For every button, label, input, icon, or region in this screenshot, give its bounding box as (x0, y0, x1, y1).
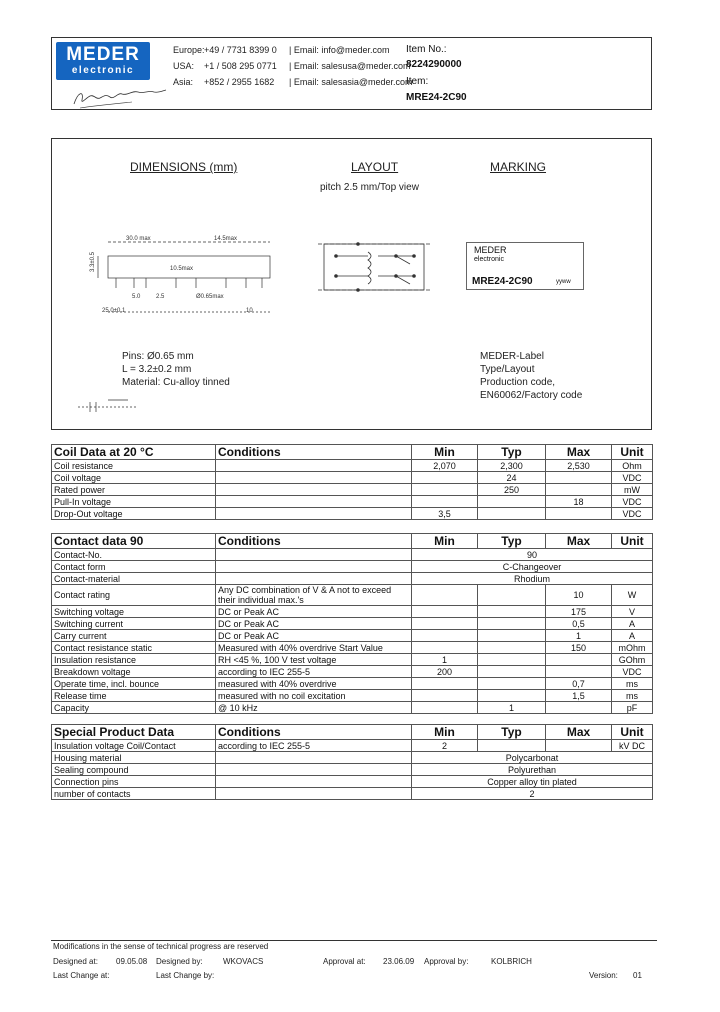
dim-label-h: 3.3±0.5 (90, 252, 96, 272)
table-cell: A (612, 630, 653, 642)
last-change-by-label: Last Change by: (156, 971, 215, 980)
dim-label-105: 10.5max (170, 266, 194, 272)
pins-note-1: Pins: Ø0.65 mm (122, 351, 194, 362)
footer-note: Modifications in the sense of technical progress are reserved (53, 942, 269, 951)
table-row (52, 764, 653, 776)
table-cell (478, 508, 546, 520)
table-cell: 90 (412, 549, 653, 561)
contact-europe-region: Europe: (173, 45, 205, 55)
header-cell: Max (546, 725, 612, 740)
table-cell: 10 (546, 585, 612, 606)
item-value: MRE24-2C90 (406, 92, 467, 103)
table-cell: mOhm (612, 642, 653, 654)
table-row (52, 472, 653, 484)
table-cell (412, 702, 478, 714)
table-cell: Rhodium (412, 573, 653, 585)
table-cell (412, 585, 478, 606)
table-row (52, 561, 653, 573)
special-product-table (51, 724, 653, 800)
table-cell: VDC (612, 472, 653, 484)
table-cell: Measured with 40% overdrive Start Value (216, 642, 412, 654)
marking-note-3: Production code, (480, 377, 556, 388)
contact-usa-region: USA: (173, 61, 195, 71)
table-cell: Polycarbonat (412, 752, 653, 764)
version-value: 01 (633, 971, 642, 980)
table-cell: Switching voltage (52, 606, 216, 618)
dimension-drawing (86, 228, 286, 320)
dim-label-10: 10 (246, 308, 253, 314)
table-row (52, 690, 653, 702)
table-cell: Any DC combination of V & A not to exceed their individual max.'s (216, 585, 412, 606)
table-cell: Contact resistance static (52, 642, 216, 654)
table-cell (546, 702, 612, 714)
table-cell: Contact form (52, 561, 216, 573)
marking-note-1: MEDER-Label (480, 351, 544, 362)
table-cell: 2,530 (546, 460, 612, 472)
table-cell (412, 606, 478, 618)
table-cell (546, 740, 612, 752)
header-cell: Contact data 90 (52, 534, 216, 549)
table-cell: measured with no coil excitation (216, 690, 412, 702)
table-cell: RH <45 %, 100 V test voltage (216, 654, 412, 666)
table-row (52, 752, 653, 764)
last-change-at-label: Last Change at: (53, 971, 110, 980)
header-cell: Typ (478, 725, 546, 740)
marking-note-4: EN60062/Factory code (480, 390, 583, 401)
table-cell: 1 (412, 654, 478, 666)
approval-at-value: 23.06.09 (383, 957, 415, 966)
table-cell: ms (612, 678, 653, 690)
marking-note-2: Type/Layout (480, 364, 535, 375)
table-cell: kV DC (612, 740, 653, 752)
dim-label-145: 14.5max (214, 236, 238, 242)
table-cell: 24 (478, 472, 546, 484)
designed-by-value: WKOVACS (223, 957, 264, 966)
table-cell: W (612, 585, 653, 606)
pins-note-3: Material: Cu-alloy tinned (122, 377, 230, 388)
table-cell (546, 654, 612, 666)
table-cell (546, 484, 612, 496)
table-cell (216, 764, 412, 776)
header-cell: Max (546, 445, 612, 460)
table-cell (216, 484, 412, 496)
table-cell: 200 (412, 666, 478, 678)
table-cell: @ 10 kHz (216, 702, 412, 714)
contact-data-table (51, 533, 653, 714)
version-label: Version: (589, 971, 618, 980)
table-cell: Insulation resistance (52, 654, 216, 666)
table-row (52, 654, 653, 666)
table-cell (412, 618, 478, 630)
table-cell: pF (612, 702, 653, 714)
table-row (52, 573, 653, 585)
table-cell (478, 642, 546, 654)
footer-divider (51, 940, 657, 941)
header-cell: Unit (612, 534, 653, 549)
table-cell: V (612, 606, 653, 618)
table-cell: number of contacts (52, 788, 216, 800)
table-row (52, 630, 653, 642)
table-cell (412, 630, 478, 642)
table-cell (412, 642, 478, 654)
item-label: Item: (406, 76, 429, 87)
table-cell: Contact-No. (52, 549, 216, 561)
contact-asia-phone: +852 / 2955 1682 (204, 77, 275, 87)
table-header (52, 725, 653, 740)
table-cell: Operate time, incl. bounce (52, 678, 216, 690)
table-cell: Polyurethan (412, 764, 653, 776)
table-cell: Copper alloy tin plated (412, 776, 653, 788)
marking-title: MARKING (490, 160, 547, 174)
table-cell (216, 752, 412, 764)
table-row (52, 460, 653, 472)
table-cell (546, 666, 612, 678)
coil-data-table (51, 444, 653, 520)
table-cell (216, 472, 412, 484)
table-cell: VDC (612, 508, 653, 520)
table-cell: mW (612, 484, 653, 496)
marking-part-number: MRE24-2C90 (472, 276, 533, 287)
table-cell: Carry current (52, 630, 216, 642)
header-cell: Unit (612, 445, 653, 460)
table-cell (412, 690, 478, 702)
table-cell (216, 788, 412, 800)
table-cell (478, 585, 546, 606)
marking-logo-text: MEDER (474, 245, 507, 255)
table-cell: VDC (612, 496, 653, 508)
table-cell: 1 (546, 630, 612, 642)
header-cell: Coil Data at 20 °C (52, 445, 216, 460)
table-cell: 150 (546, 642, 612, 654)
table-cell: ms (612, 690, 653, 702)
table-header (52, 534, 653, 549)
table-cell (216, 508, 412, 520)
table-cell (412, 472, 478, 484)
table-cell: 18 (546, 496, 612, 508)
approval-by-value: KOLBRICH (491, 957, 532, 966)
table-row (52, 702, 653, 714)
table-cell: Switching current (52, 618, 216, 630)
table-cell: VDC (612, 666, 653, 678)
table-cell: Breakdown voltage (52, 666, 216, 678)
table-cell: 0,7 (546, 678, 612, 690)
table-cell: 175 (546, 606, 612, 618)
header-cell: Max (546, 534, 612, 549)
pin-sketch (78, 398, 136, 416)
table-cell (412, 484, 478, 496)
table-cell: 0,5 (546, 618, 612, 630)
approval-by-label: Approval by: (424, 957, 469, 966)
table-row (52, 484, 653, 496)
table-cell (412, 496, 478, 508)
table-row (52, 585, 653, 606)
logo-subtext: electronic (71, 65, 135, 76)
table-cell: Rated power (52, 484, 216, 496)
table-row (52, 642, 653, 654)
table-cell: DC or Peak AC (216, 630, 412, 642)
marking-date-code: yyww (556, 279, 571, 285)
table-cell: Drop-Out voltage (52, 508, 216, 520)
dim-label-25: 2.5 (156, 294, 165, 300)
table-cell: Contact-material (52, 573, 216, 585)
table-row (52, 788, 653, 800)
dim-label-50: 5.0 (132, 294, 141, 300)
table-cell: 1 (478, 702, 546, 714)
header-cell: Conditions (216, 445, 412, 460)
header-cell: Special Product Data (52, 725, 216, 740)
table-cell (478, 654, 546, 666)
table-cell: 2,300 (478, 460, 546, 472)
header-cell: Typ (478, 445, 546, 460)
layout-schematic (318, 236, 430, 298)
contact-usa-email[interactable]: | Email: salesusa@meder.com (289, 61, 411, 71)
table-cell: Coil resistance (52, 460, 216, 472)
table-cell (478, 690, 546, 702)
header-cell: Conditions (216, 725, 412, 740)
layout-title: LAYOUT (351, 160, 399, 174)
table-cell (216, 496, 412, 508)
table-cell: according to IEC 255-5 (216, 740, 412, 752)
table-cell (216, 573, 412, 585)
table-row (52, 606, 653, 618)
table-cell (412, 678, 478, 690)
table-cell: Housing material (52, 752, 216, 764)
table-cell: A (612, 618, 653, 630)
table-cell (478, 666, 546, 678)
meder-logo (56, 42, 150, 80)
table-cell: Ohm (612, 460, 653, 472)
table-cell (216, 561, 412, 573)
table-cell (216, 549, 412, 561)
table-header (52, 445, 653, 460)
table-cell: C-Changeover (412, 561, 653, 573)
layout-subtitle: pitch 2.5 mm/Top view (320, 182, 419, 193)
table-row (52, 678, 653, 690)
table-cell: 3,5 (412, 508, 478, 520)
table-cell (478, 496, 546, 508)
table-cell: according to IEC 255-5 (216, 666, 412, 678)
designed-at-value: 09.05.08 (116, 957, 148, 966)
table-cell (478, 740, 546, 752)
table-cell: Connection pins (52, 776, 216, 788)
dim-label-25-bottom: 25.0±0.1 (102, 308, 126, 314)
table-cell: Capacity (52, 702, 216, 714)
table-cell: Release time (52, 690, 216, 702)
designed-by-label: Designed by: (156, 957, 203, 966)
item-no-label: Item No.: (406, 44, 447, 55)
table-cell: 250 (478, 484, 546, 496)
pins-note-2: L = 3.2±0.2 mm (122, 364, 192, 375)
contact-europe-phone: +49 / 7731 8399 0 (204, 45, 277, 55)
designed-at-label: Designed at: (53, 957, 98, 966)
table-cell: 2 (412, 788, 653, 800)
dim-label-30: 30.0 max (126, 236, 151, 242)
table-cell: 1,5 (546, 690, 612, 702)
table-row (52, 496, 653, 508)
table-cell: DC or Peak AC (216, 606, 412, 618)
logo-text: MEDER (66, 44, 140, 65)
table-cell: 2 (412, 740, 478, 752)
table-cell (546, 508, 612, 520)
table-cell: Pull-In voltage (52, 496, 216, 508)
table-row (52, 549, 653, 561)
header-cell: Unit (612, 725, 653, 740)
contact-usa-phone: +1 / 508 295 0771 (204, 61, 277, 71)
contact-asia-email[interactable]: | Email: salesasia@meder.com (289, 77, 413, 87)
header-cell: Min (412, 534, 478, 549)
products-for-tomorrow-signature (72, 84, 172, 110)
table-cell (478, 606, 546, 618)
table-cell (546, 472, 612, 484)
table-cell: 2,070 (412, 460, 478, 472)
table-row (52, 508, 653, 520)
table-row (52, 618, 653, 630)
header-cell: Conditions (216, 534, 412, 549)
dimensions-title: DIMENSIONS (mm) (130, 160, 238, 174)
contact-europe-email[interactable]: | Email: info@meder.com (289, 45, 390, 55)
item-no-value: 8224290000 (406, 59, 462, 70)
table-cell (216, 776, 412, 788)
table-cell: GOhm (612, 654, 653, 666)
table-cell: Contact rating (52, 585, 216, 606)
table-cell: Insulation voltage Coil/Contact (52, 740, 216, 752)
table-cell: measured with 40% overdrive (216, 678, 412, 690)
table-row (52, 776, 653, 788)
table-cell: DC or Peak AC (216, 618, 412, 630)
table-cell (478, 630, 546, 642)
table-row (52, 740, 653, 752)
table-cell (478, 618, 546, 630)
table-cell: Sealing compound (52, 764, 216, 776)
header-cell: Typ (478, 534, 546, 549)
table-cell (216, 460, 412, 472)
marking-logo (474, 246, 507, 264)
table-row (52, 666, 653, 678)
dim-label-065: Ø0.65max (196, 294, 224, 300)
contact-asia-region: Asia: (173, 77, 194, 87)
table-cell (478, 678, 546, 690)
approval-at-label: Approval at: (323, 957, 366, 966)
marking-logo-subtext: electronic (474, 256, 504, 263)
header-cell: Min (412, 445, 478, 460)
header-cell: Min (412, 725, 478, 740)
table-cell: Coil voltage (52, 472, 216, 484)
